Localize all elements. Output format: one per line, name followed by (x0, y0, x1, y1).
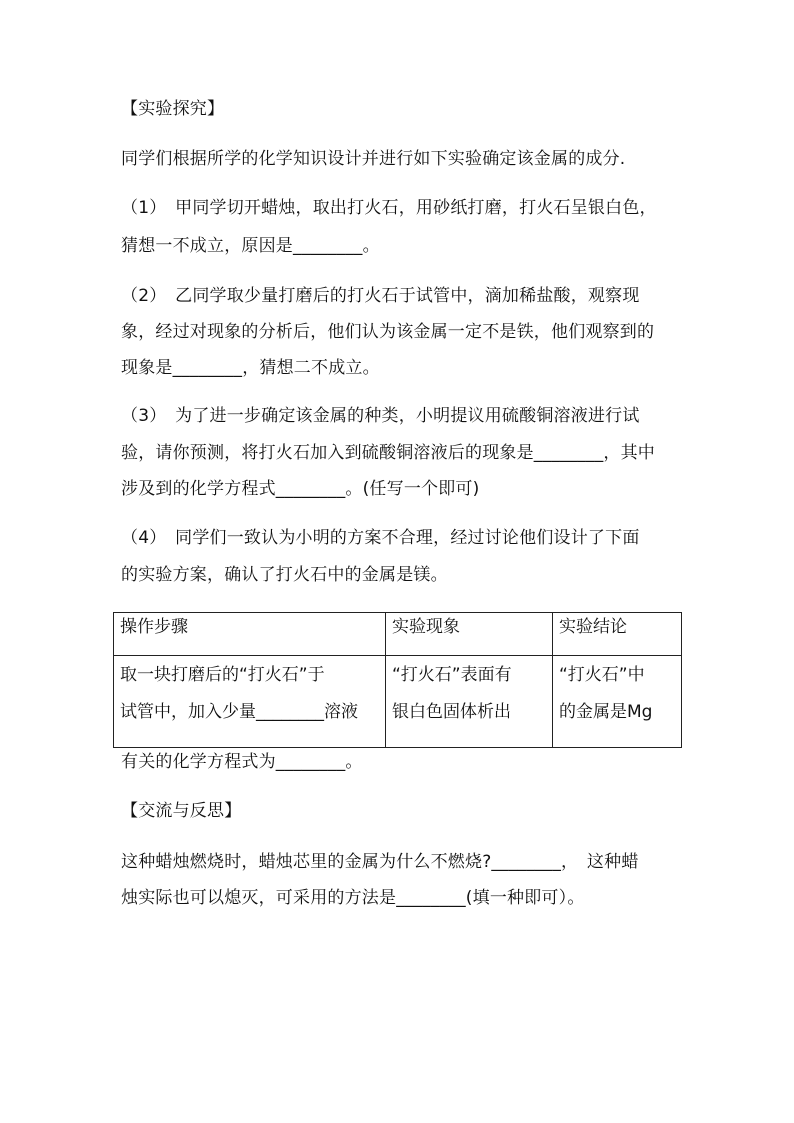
q3-line-3: 涉及到的化学方程式________。(任写一个即可) (121, 479, 480, 499)
q3-line-1: （3） 为了进一步确定该金属的种类，小明提议用硫酸铜溶液进行试 (121, 406, 640, 426)
cell-conclusion-line-2: 的金属是Mg (559, 702, 653, 722)
q1-line-2: 猜想一不成立，原因是________。 (121, 236, 380, 256)
reflection-line-2: 烛实际也可以熄灭，可采用的方法是________(填一种即可）。 (121, 888, 585, 908)
reflection-line-1: 这种蜡烛燃烧时，蜡烛芯里的金属为什么不燃烧?________， 这种蜡 (121, 852, 639, 872)
header-conclusion: 实验结论 (553, 613, 682, 656)
cell-phenomenon-line-2: 银白色固体析出 (392, 702, 511, 722)
q4-line-1: （4） 同学们一致认为小明的方案不合理，经过讨论他们设计了下面 (121, 528, 640, 548)
header-phenomenon: 实验现象 (386, 613, 553, 656)
q2-line-2: 象，经过对现象的分析后，他们认为该金属一定不是铁，他们观察到的 (121, 322, 655, 342)
q4-line-2: 的实验方案，确认了打火石中的金属是镁。 (121, 565, 448, 585)
cell-phenomenon (386, 656, 553, 748)
cell-phenomenon-line-1: “打火石”表面有 (392, 665, 512, 685)
cell-conclusion (553, 656, 682, 748)
experiment-table (113, 612, 682, 748)
table-row (114, 656, 682, 748)
experiment-heading: 【实验探究】 (121, 99, 225, 119)
cell-conclusion-line-1: “打火石”中 (559, 665, 645, 685)
table-header-row (114, 613, 682, 656)
after-table-text: 有关的化学方程式为________。 (121, 752, 363, 772)
cell-steps-line-1: 取一块打磨后的“打火石”于 (120, 665, 325, 685)
q2-line-1: （2） 乙同学取少量打磨后的打火石于试管中，滴加稀盐酸，观察现 (121, 286, 640, 306)
q2-line-3: 现象是________，猜想二不成立。 (121, 358, 380, 378)
cell-steps-line-2: 试管中，加入少量________溶液 (120, 702, 358, 722)
cell-steps (114, 656, 386, 748)
header-steps: 操作步骤 (114, 613, 386, 656)
q1-line-1: （1） 甲同学切开蜡烛，取出打火石，用砂纸打磨，打火石呈银白色， (121, 198, 657, 218)
intro-text: 同学们根据所学的化学知识设计并进行如下实验确定该金属的成分. (121, 149, 626, 169)
q3-line-2: 验，请你预测，将打火石加入到硫酸铜溶液后的现象是________，其中 (121, 443, 655, 463)
reflection-heading: 【交流与反思】 (121, 801, 242, 821)
